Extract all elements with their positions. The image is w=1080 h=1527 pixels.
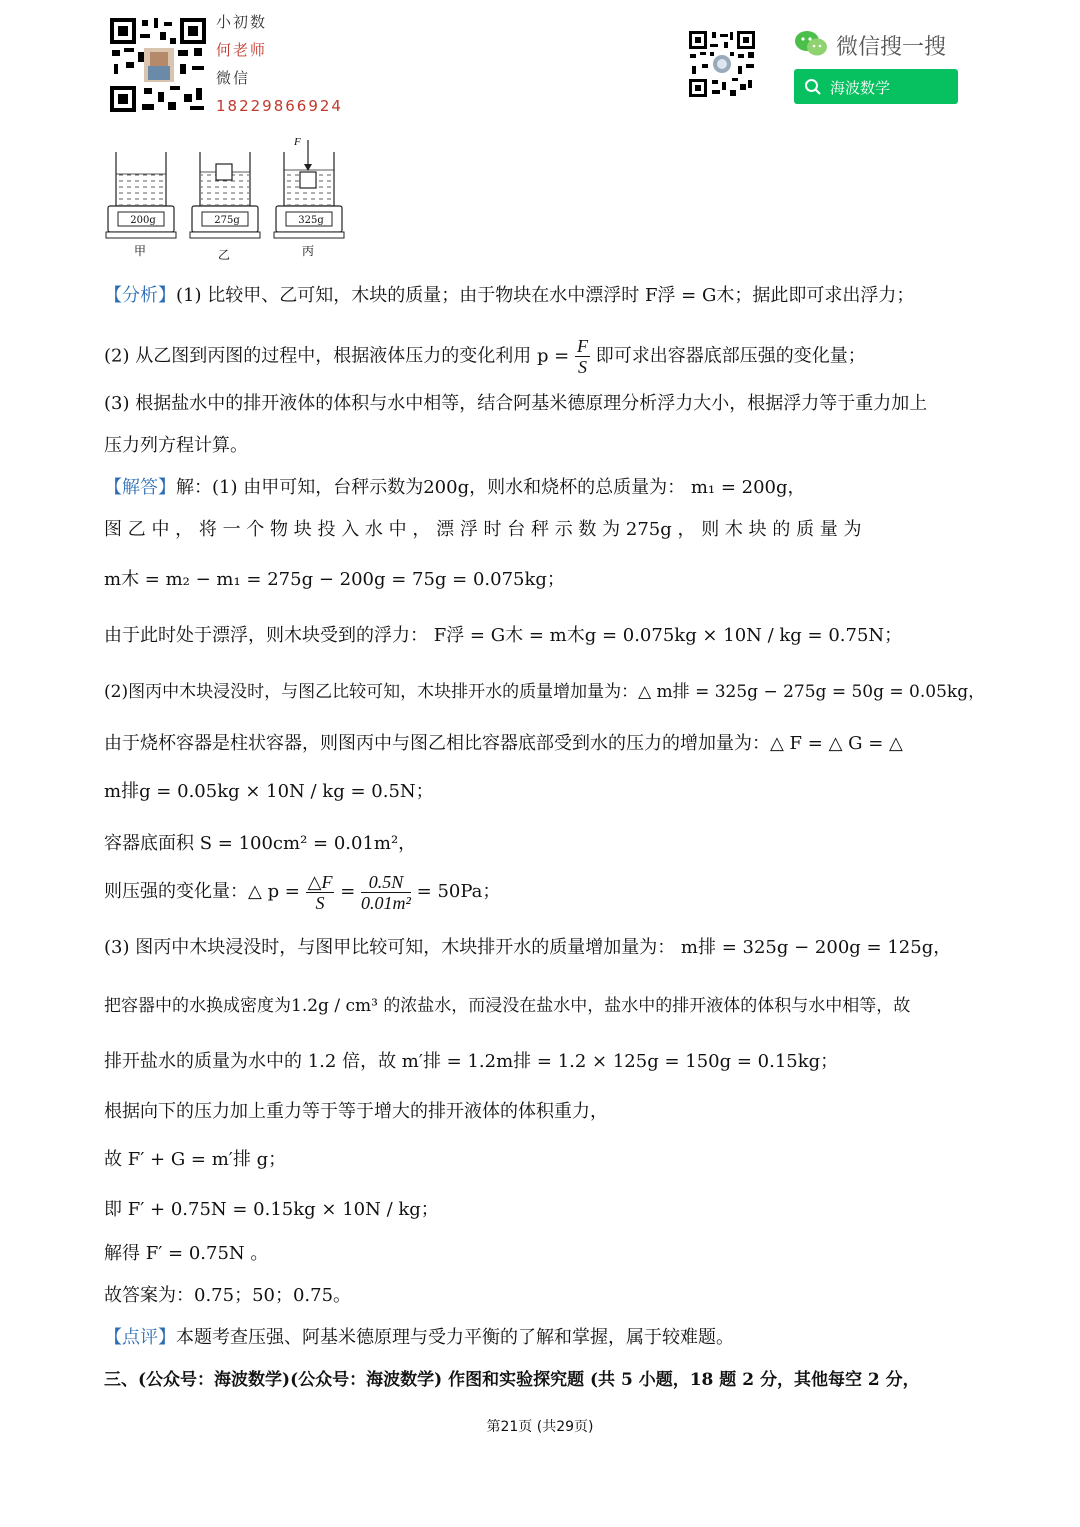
solution-line-1: 【解答】解：(1) 由甲可知，台秤示数为200g，则水和烧杯的总质量为： m₁ = 200g， — [104, 477, 806, 498]
solution-line-2: 图 乙 中 ， 将 一 个 物 块 投 入 水 中 ， 漂 浮 时 台 秤 示 数 为 275g ， 则 木 块 的 质 量 为 — [104, 519, 862, 540]
analysis-line-2-text-a: (2) 从乙图到丙图的过程中，根据液体压力的变化利用 p = — [104, 345, 570, 367]
solution-line-7: m排g = 0.05kg × 10N / kg = 0.5N； — [104, 781, 434, 802]
solution-line-15: 即 F′ + 0.75N = 0.15kg × 10N / kg； — [104, 1199, 439, 1220]
brand-phone: 18229866924 — [216, 97, 343, 115]
fraction-numerator: △F — [307, 871, 333, 892]
solution-line-9-text-a: 则压强的变化量：△ p = — [104, 881, 300, 902]
solution-line-9 — [104, 868, 500, 916]
analysis-line-2-text-b: 即可求出容器底部压强的变化量； — [595, 345, 866, 367]
brand-line-2: 何老师 — [216, 41, 268, 59]
comment-line: 【点评】本题考查压强、阿基米德原理与受力平衡的了解和掌握，属于较难题。 — [104, 1327, 734, 1348]
scale-reading-bing: 325g — [298, 215, 324, 226]
qr-code-left — [108, 16, 208, 114]
solution-line-17: 故答案为：0.75；50；0.75。 — [104, 1285, 352, 1306]
scale-reading-yi: 275g — [214, 215, 240, 226]
section-tag: 【点评】 — [104, 1327, 176, 1348]
search-icon — [804, 78, 822, 100]
solution-line-14: 故 F′ + G = m′排 g； — [104, 1149, 287, 1170]
solution-line-5: (2)图丙中木块浸没时，与图乙比较可知，木块排开水的质量增加量为：△ m排 = 325g − 275g = 50g = 0.05kg， — [104, 682, 986, 702]
fraction-denominator: S — [578, 357, 587, 377]
figure-label-jia: 甲 — [133, 244, 146, 258]
scale-reading-jia: 200g — [130, 215, 156, 226]
solution-line-10: (3) 图丙中木块浸没时，与图甲比较可知，木块排开水的质量增加量为： m排 = 325g − 200g = 125g， — [104, 937, 952, 958]
figure-label-bing: 丙 — [301, 244, 314, 258]
beaker-scale-figure — [102, 136, 348, 262]
page-number: 第21页 (共29页) — [486, 1419, 594, 1435]
fraction-numerator: F — [577, 336, 588, 356]
solution-line-9-text-b: = 50Pa； — [416, 881, 501, 902]
delta-p-fraction-1 — [306, 872, 335, 913]
solution-line-16: 解得 F′ = 0.75N 。 — [104, 1243, 269, 1264]
qr-code-right — [688, 30, 756, 98]
brand-line-3: 微信 — [216, 69, 251, 87]
fraction-denominator: 0.01m² — [361, 892, 411, 913]
solution-line-8: 容器底面积 S = 100cm² = 0.01m²， — [104, 833, 417, 854]
wechat-search-title: 微信搜一搜 — [836, 35, 947, 60]
analysis-line-2 — [104, 336, 866, 377]
section-tag: 【分析】 — [104, 285, 176, 306]
solution-line-11: 把容器中的水换成密度为1.2g / cm³ 的浓盐水，而浸没在盐水中，盐水中的排开液体的体积与水中相等，故 — [104, 996, 911, 1016]
section-heading-3: 三、(公众号：海波数学)(公众号：海波数学) 作图和实验探究题 (共 5 小题，18 题 2 分，其他每空 2 分， — [104, 1370, 920, 1390]
solution-line-4: 由于此时处于漂浮，则木块受到的浮力： F浮 = G木 = m木g = 0.075kg × 10N / kg = 0.75N； — [104, 625, 903, 646]
brand-line-1: 小初数 — [216, 13, 268, 31]
wood-block-submerged — [300, 172, 316, 188]
wechat-search-label: 海波数学 — [830, 79, 891, 97]
section-tag: 【解答】 — [104, 477, 176, 498]
fraction-numerator: 0.5N — [361, 872, 411, 893]
solution-line-6: 由于烧杯容器是柱状容器，则图丙中与图乙相比容器底部受到水的压力的增加量为：△ F = △ G = △ — [104, 733, 903, 754]
solution-line-12: 排开盐水的质量为水中的 1.2 倍，故 m′排 = 1.2m排 = 1.2 × 125g = 150g = 0.15kg； — [104, 1051, 839, 1072]
equals-sign: = — [340, 881, 356, 902]
analysis-line-3: (3) 根据盐水中的排开液体的体积与水中相等，结合阿基米德原理分析浮力大小，根据浮力等于重力加上 — [104, 393, 928, 414]
delta-p-fraction-2 — [361, 872, 411, 913]
brand-contact — [216, 8, 343, 120]
force-label: F — [294, 136, 301, 148]
solution-line-3: m木 = m₂ − m₁ = 275g − 200g = 75g = 0.075kg； — [104, 569, 565, 590]
pressure-fraction — [575, 336, 590, 377]
figure-label-yi: 乙 — [217, 248, 230, 262]
analysis-line-1: 【分析】(1) 比较甲、乙可知，木块的质量；由于物块在水中漂浮时 F浮 = G木；据此即可求出浮力； — [104, 285, 915, 306]
solution-line-13: 根据向下的压力加上重力等于等于增大的排开液体的体积重力， — [104, 1101, 608, 1122]
analysis-line-4: 压力列方程计算。 — [104, 435, 248, 456]
fraction-denominator: S — [315, 892, 325, 913]
wood-block-floating — [216, 164, 232, 180]
wechat-icon — [794, 30, 828, 58]
wechat-search-widget — [794, 28, 964, 108]
wechat-search-button[interactable] — [794, 69, 958, 104]
